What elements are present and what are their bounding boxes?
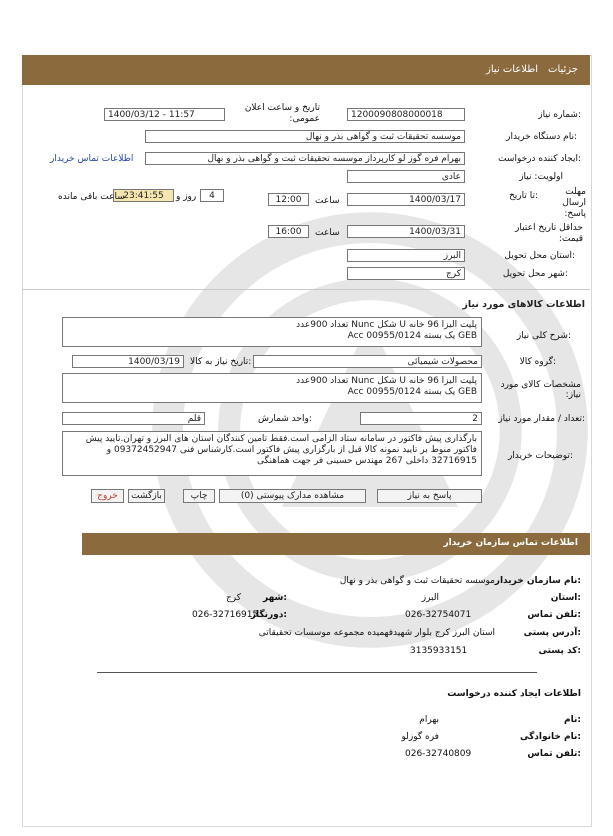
unit-field: قلم xyxy=(62,412,205,425)
price-validity-time-field: 16:00 xyxy=(268,225,309,238)
contact-province-label: استان: xyxy=(550,593,581,603)
quantity-field: 2 xyxy=(360,412,482,425)
unit-label: واحد شمارش: xyxy=(258,414,312,424)
need-date-label: تاریخ نیاز به کالا: xyxy=(190,357,252,367)
need-number-label: شماره نیاز: xyxy=(538,110,581,120)
price-validity-label: حداقل تاریخ اعتبار قیمت: xyxy=(515,223,583,244)
print-button[interactable]: چاپ xyxy=(183,489,215,503)
days-remaining-field: 4 xyxy=(200,189,224,202)
top-nav-bar xyxy=(22,55,590,85)
creator-phone: 026-32740809 xyxy=(405,749,472,759)
requester-field: بهرام فره گوز لو کارپرداز موسسه تحقیقات ثبت و گواهی بذر و نهال xyxy=(145,152,465,165)
group-field: محصولات شیمیائی xyxy=(253,355,482,368)
creator-name: بهرام xyxy=(419,715,439,725)
view-attachments-button[interactable]: مشاهده مدارک پیوستی (0) xyxy=(219,489,366,503)
goods-section-title: اطلاعات کالاهای مورد نیاز xyxy=(462,299,585,310)
announce-date-field: 1400/03/12 - 11:57 xyxy=(104,108,225,121)
creator-family: فره گوزلو xyxy=(401,732,439,742)
summary-field xyxy=(62,317,482,347)
price-validity-date-field: 1400/03/31 xyxy=(347,225,465,238)
contact-city: کرج xyxy=(225,593,241,603)
priority-field: عادی xyxy=(347,170,465,183)
deadline-time-field: 12:00 xyxy=(268,193,309,206)
divider xyxy=(22,289,590,290)
summary-label: شرح کلی نیاز: xyxy=(516,331,571,341)
contact-postal-label: کد پستی: xyxy=(538,646,581,656)
contact-fax-label: دورنگار: xyxy=(250,610,287,620)
buyer-notes-field: بارگذاری پیش فاکتور در سامانه ستاد الزامی است.فقط تامین کنندگان استان های البرز و تهران.تایید پیش فاکتور منوط بر تایید نمونه کالا قبل از بارگزاری پیش فاکتور است.کارشناس فنی 09372452947 و 32716915 داخلی 267 مهندس حسینی فر جهت هماهنگی xyxy=(62,431,482,476)
spec-field xyxy=(62,373,482,403)
spec-line-2: GEB یک بسته Acc 00955/0124 xyxy=(347,387,477,397)
delivery-province-field: البرز xyxy=(347,249,465,262)
countdown-timer: 23:41:55 xyxy=(113,189,174,202)
deadline-time-label: ساعت xyxy=(315,196,340,206)
breadcrumb-details[interactable]: جزئیات xyxy=(548,64,578,75)
need-date-field: 1400/03/19 xyxy=(72,355,184,368)
requester-label: ایجاد کننده درخواست: xyxy=(498,154,581,164)
group-label: گروه کالا: xyxy=(519,357,556,367)
deadline-date-field: 1400/03/17 xyxy=(347,193,465,206)
buyer-org-label: نام دستگاه خریدار: xyxy=(506,132,577,142)
contact-phone: 026-32754071 xyxy=(405,610,472,620)
summary-line-2: GEB یک بسته Acc 00955/0124 xyxy=(347,331,477,341)
deadline-to-date-label: تا تاریخ: xyxy=(508,191,538,201)
contact-section-bar xyxy=(82,533,590,555)
creator-family-label: نام خانوادگی: xyxy=(519,732,581,742)
announce-date-label: تاریخ و ساعت اعلان عمومی: xyxy=(244,103,320,124)
spec-line-1: پلیت الیزا 96 خانه U شکل Nunc تعداد 900عدد xyxy=(296,376,477,386)
breadcrumb-need-info[interactable]: اطلاعات نیاز xyxy=(486,64,538,75)
spec-label: مشخصات کالای مورد نیاز: xyxy=(500,380,581,400)
delivery-province-label: استان محل تحویل: xyxy=(504,251,575,261)
delivery-city-field: کرج xyxy=(347,267,465,280)
buyer-notes-label: توضیحات خریدار: xyxy=(507,451,573,461)
exit-button[interactable]: خروج xyxy=(91,489,124,503)
contact-phone-label: تلفن تماس: xyxy=(527,610,581,620)
creator-section-title: اطلاعات ایجاد کننده درخواست xyxy=(447,689,581,699)
creator-phone-label: تلفن تماس: xyxy=(527,749,581,759)
contact-postal: 3135933151 xyxy=(410,646,468,656)
buyer-contact-link[interactable]: اطلاعات تماس خریدار xyxy=(50,154,134,164)
contact-divider xyxy=(97,672,537,673)
contact-city-label: شهر: xyxy=(263,593,287,603)
need-number-field: 1200090808000018 xyxy=(347,108,465,121)
contact-address-label: آدرس پستی: xyxy=(523,628,581,638)
price-time-label: ساعت xyxy=(315,228,340,238)
days-label: روز و xyxy=(176,192,197,202)
contact-buyer-name: موسسه تحقیقات ثبت و گواهی بذر و نهال xyxy=(339,576,495,586)
deadline-label: مهلت ارسال پاسخ: xyxy=(562,187,586,219)
contact-section-title: اطلاعات تماس سازمان خریدار xyxy=(443,538,578,548)
summary-line-1: پلیت الیزا 96 خانه U شکل Nunc تعداد 900عدد xyxy=(296,320,477,330)
remaining-label: ساعت باقی مانده xyxy=(58,192,125,202)
contact-fax: 026-32716915 xyxy=(192,610,259,620)
delivery-city-label: شهر محل تحویل: xyxy=(502,269,568,279)
quantity-label: تعداد / مقدار مورد نیاز: xyxy=(498,414,585,424)
buyer-org-field: موسسه تحقیقات ثبت و گواهی بذر و نهال xyxy=(145,130,465,143)
contact-address: استان البرز کرج بلوار شهیدفهمیده مجموعه موسسات تحقیقاتی xyxy=(258,628,495,638)
back-button[interactable]: بازگشت xyxy=(128,489,165,503)
creator-name-label: نام: xyxy=(564,715,581,725)
contact-province: البرز xyxy=(421,593,439,603)
contact-buyer-name-label: نام سازمان خریدار: xyxy=(494,576,581,586)
reply-to-need-button[interactable]: پاسخ به نیاز xyxy=(377,489,482,503)
priority-label: اولویت: نیاز xyxy=(519,172,563,182)
